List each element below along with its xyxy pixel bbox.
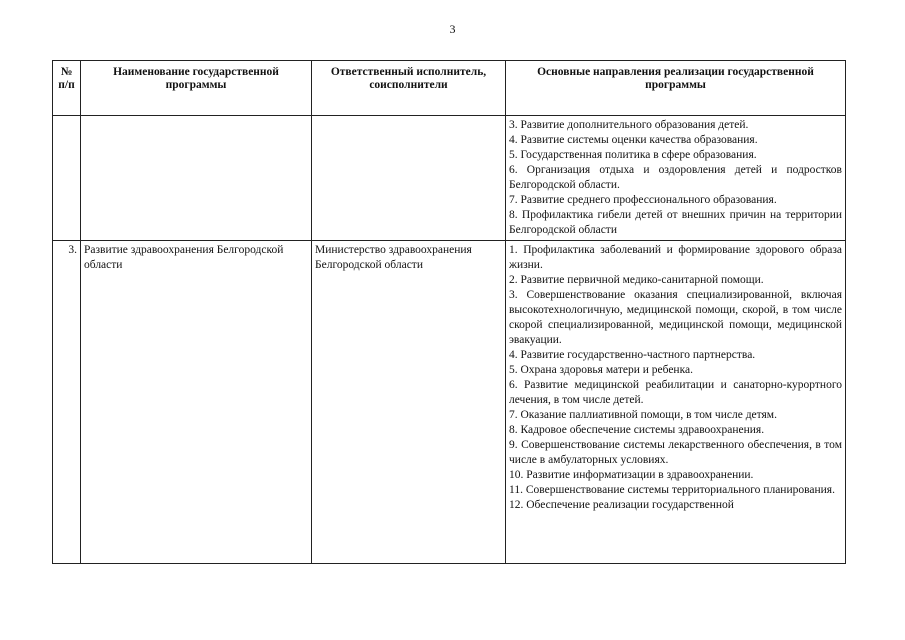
header-program-name: Наименование государственной программы: [81, 61, 312, 116]
direction-item: 3. Развитие дополнительного образования детей.: [509, 119, 749, 131]
direction-item: 8. Кадровое обеспечение системы здравоохранения.: [509, 424, 765, 436]
program-name-cell: Развитие здравоохранения Белгородской области: [81, 241, 312, 564]
direction-item: 1. Профилактика заболеваний и формирование здорового образа жизни.: [509, 244, 842, 271]
page-number: 3: [449, 22, 456, 36]
table-header-row: [53, 61, 846, 116]
header-directions: Основные направления реализации государственной программы: [506, 61, 846, 116]
header-num: № п/п: [53, 61, 81, 116]
direction-item: 4. Развитие государственно-частного партнерства.: [509, 349, 756, 361]
programs-table: [52, 60, 846, 564]
direction-item: 8. Профилактика гибели детей от внешних причин на территории Белгородской области: [509, 209, 842, 236]
responsible-cell: [312, 116, 506, 241]
directions-cell: [506, 241, 846, 564]
direction-item: 7. Развитие среднего профессионального образования.: [509, 194, 777, 206]
direction-item: 9. Совершенствование системы лекарственного обеспечения, в том числе в амбулаторных условиях.: [509, 439, 842, 466]
direction-item: 11. Совершенствование системы территориального планирования.: [509, 484, 835, 496]
direction-item: 2. Развитие первичной медико-санитарной помощи.: [509, 274, 764, 286]
table-row: [53, 116, 846, 241]
direction-item: 6. Организация отдыха и оздоровления детей и подростков Белгородской области.: [509, 164, 842, 191]
direction-item: 4. Развитие системы оценки качества образования.: [509, 134, 758, 146]
program-name-cell: [81, 116, 312, 241]
directions-cell: [506, 116, 846, 241]
direction-item: 5. Охрана здоровья матери и ребенка.: [509, 364, 693, 376]
direction-item: 10. Развитие информатизации в здравоохранении.: [509, 469, 754, 481]
header-responsible: Ответственный исполнитель, соисполнители: [312, 61, 506, 116]
row-num-cell: 3.: [53, 241, 81, 564]
row-num-cell: [53, 116, 81, 241]
direction-item: 3. Совершенствование оказания специализированной, включая высокотехнологичную, медицинской помощи, скорой, в том числе скорой специализированной, медицинской помощи, медицинской эвакуации.: [509, 289, 842, 346]
responsible-cell: Министерство здравоохранения Белгородской области: [312, 241, 506, 564]
direction-item: 12. Обеспечение реализации государственной: [509, 499, 734, 511]
direction-item: 6. Развитие медицинской реабилитации и санаторно-курортного лечения, в том числе детей.: [509, 379, 842, 406]
direction-item: 5. Государственная политика в сфере образования.: [509, 149, 757, 161]
table-row: [53, 241, 846, 564]
direction-item: 7. Оказание паллиативной помощи, в том числе детям.: [509, 409, 777, 421]
